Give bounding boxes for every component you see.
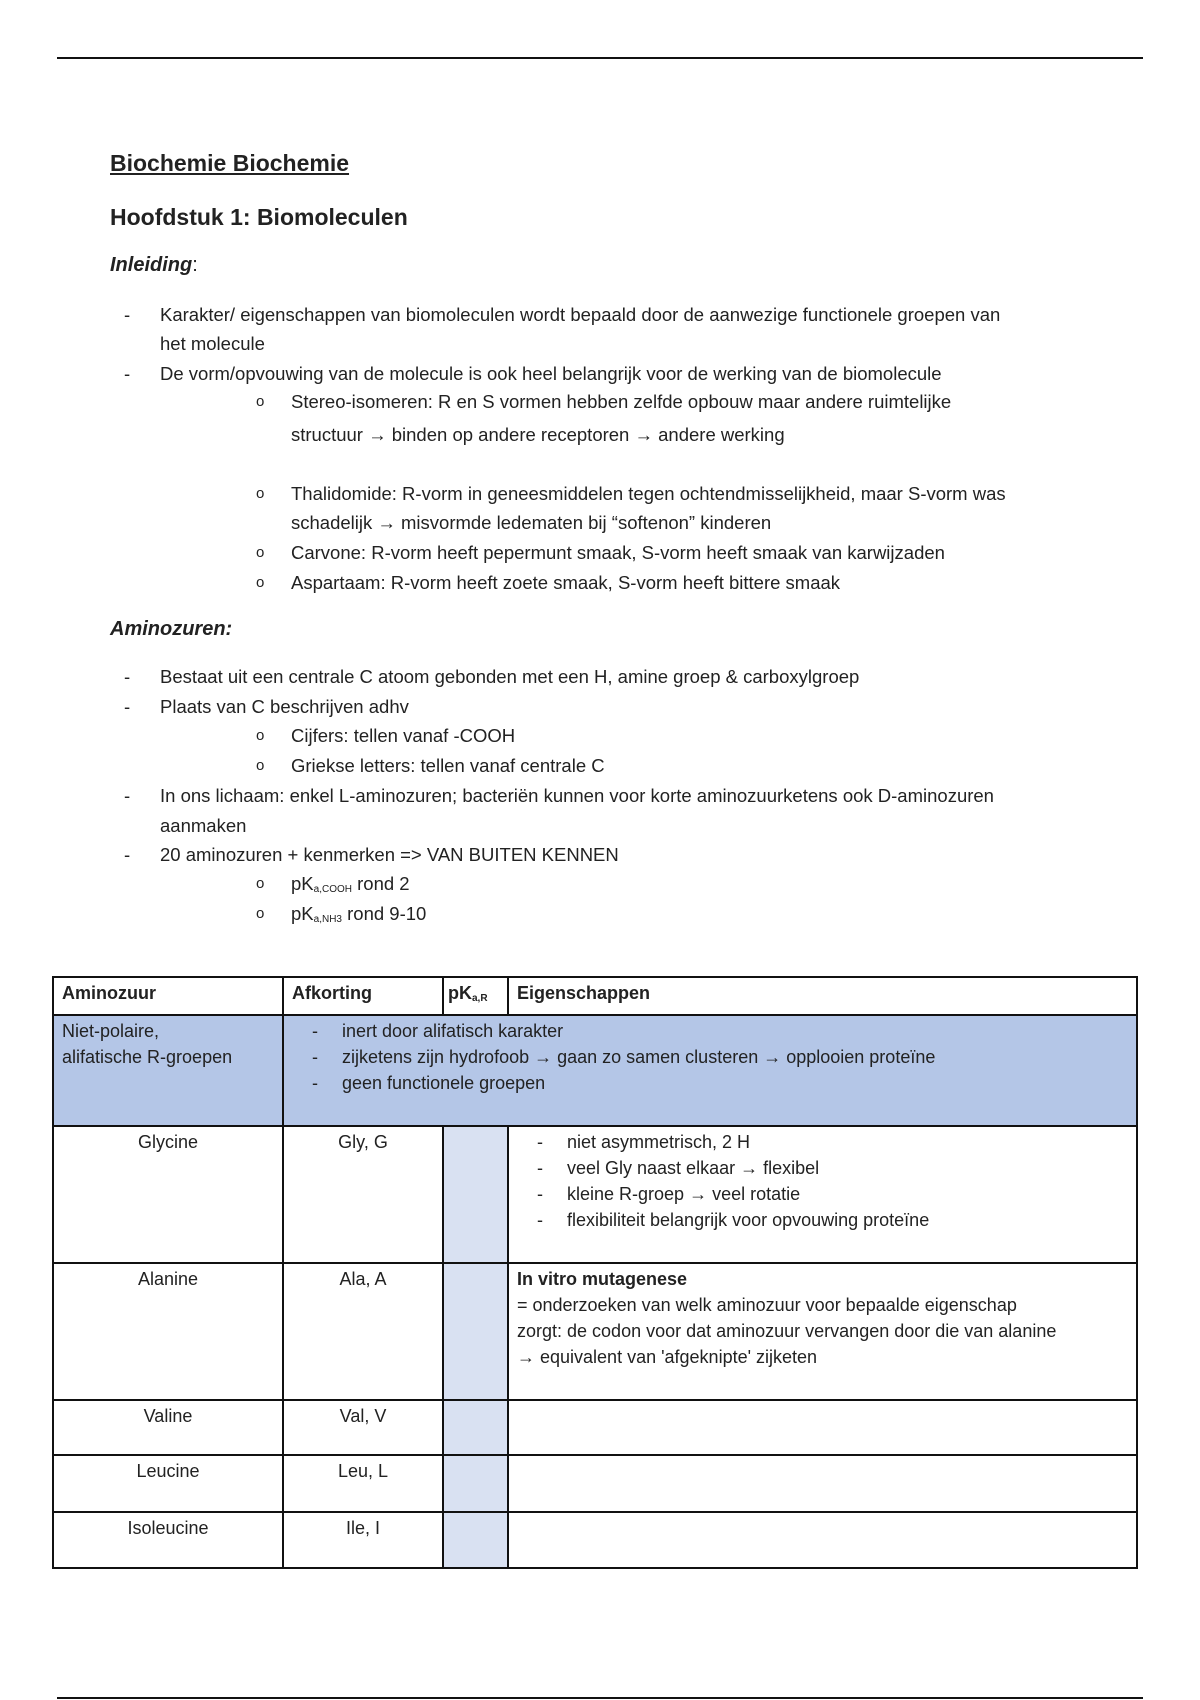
amino-abbr: Ile, I [283,1512,443,1568]
bullet-dash: - [124,363,131,384]
amino-bullet: 20 aminozuren + kenmerken => VAN BUITEN KENNEN [160,844,619,865]
amino-name: Glycine [53,1126,283,1263]
amino-bullet-cont: aanmaken [160,815,247,836]
bullet-dash: - [124,785,131,806]
col-eigenschappen: Eigenschappen [508,977,1137,1015]
amino-props: In vitro mutagenese = onderzoeken van welk aminozuur voor bepaalde eigenschap zorgt: de codon voor dat aminozuur vervangen door die van alanine → equivalent van 'afgeknipte' zijketen [508,1263,1137,1400]
pka-cell [443,1455,508,1512]
footer-rule [57,1697,1143,1699]
group-row [53,1015,1137,1126]
amino-props [508,1455,1137,1512]
amino-heading: Aminozuren: [110,618,233,640]
pka-cell [443,1512,508,1568]
amino-bullet: Plaats van C beschrijven adhv [160,696,409,717]
amino-abbr: Ala, A [283,1263,443,1400]
table-row [53,1126,1137,1263]
pka-cooh: $pK_{a,COOH}$ rond 2 [291,873,410,895]
pka-cell [443,1400,508,1455]
circle-bullet-icon: o [256,393,265,410]
intro-heading: Inleiding: [110,254,198,276]
bullet-dash: - [124,304,131,325]
amino-name: Leucine [53,1455,283,1512]
pka-cell [443,1263,508,1400]
table-row [53,1400,1137,1455]
circle-bullet-icon: o [256,905,265,922]
pka-cell [443,1126,508,1263]
amino-sub: Griekse letters: tellen vanaf centrale C [291,755,605,776]
amino-acid-table [52,976,1138,1569]
intro-sub: Carvone: R-vorm heeft pepermunt smaak, S-vorm heeft smaak van karwijzaden [291,542,945,563]
amino-abbr: Gly, G [283,1126,443,1263]
amino-sub: Cijfers: tellen vanaf -COOH [291,725,516,746]
intro-sub-cont: schadelijk → misvormde ledematen bij “softenon” kinderen [291,512,772,533]
amino-abbr: Leu, L [283,1455,443,1512]
amino-props: - niet asymmetrisch, 2 H - veel Gly naast elkaar → flexibel - kleine R-groep → veel rotatie - flexibiliteit belangrijk voor opvouwing proteïne [508,1126,1137,1263]
intro-sub: Stereo-isomeren: R en S vormen hebben zelfde opbouw maar andere ruimtelijke [291,391,952,412]
amino-props [508,1400,1137,1455]
circle-bullet-icon: o [256,875,265,892]
group-name: Niet-polaire, alifatische R-groepen [53,1015,283,1126]
document-title: Biochemie Biochemie [110,150,350,176]
col-pka: $pK_{a,R}$ [443,977,508,1015]
circle-bullet-icon: o [256,485,265,502]
table-row [53,1263,1137,1400]
intro-sub: Aspartaam: R-vorm heeft zoete smaak, S-vorm heeft bittere smaak [291,572,841,593]
table-header [53,977,1137,1015]
table-row [53,1512,1137,1568]
intro-bullet-cont: het molecule [160,333,265,354]
table-row [53,1455,1137,1512]
circle-bullet-icon: o [256,574,265,591]
circle-bullet-icon: o [256,757,265,774]
intro-sub: Thalidomide: R-vorm in geneesmiddelen tegen ochtendmisselijkheid, maar S-vorm was [291,483,1006,504]
amino-name: Isoleucine [53,1512,283,1568]
header-rule [57,57,1143,59]
intro-sub-cont: structuur → binden op andere receptoren → andere werking [291,424,785,445]
col-aminozuur: Aminozuur [53,977,283,1015]
amino-name: Valine [53,1400,283,1455]
circle-bullet-icon: o [256,544,265,561]
pka-nh3: $pK_{a,NH3}$ rond 9-10 [291,903,427,925]
col-afkorting: Afkorting [283,977,443,1015]
amino-bullet: Bestaat uit een centrale C atoom gebonden met een H, amine groep & carboxylgroep [160,666,860,687]
amino-abbr: Val, V [283,1400,443,1455]
bullet-dash: - [124,696,131,717]
intro-bullet: Karakter/ eigenschappen van biomoleculen wordt bepaald door de aanwezige functionele groepen van [160,304,1001,325]
amino-name: Alanine [53,1263,283,1400]
bullet-dash: - [124,666,131,687]
intro-bullet: De vorm/opvouwing van de molecule is ook heel belangrijk voor de werking van de biomolecule [160,363,942,384]
chapter-heading: Hoofdstuk 1: Biomoleculen [110,204,408,230]
group-props: - inert door alifatisch karakter - zijketens zijn hydrofoob → gaan zo samen clusteren → opplooien proteïne - geen functionele groepen [283,1015,1137,1126]
amino-props [508,1512,1137,1568]
circle-bullet-icon: o [256,727,265,744]
amino-bullet: In ons lichaam: enkel L-aminozuren; bacteriën kunnen voor korte aminozuurketens ook D-aminozuren [160,785,994,806]
bullet-dash: - [124,844,131,865]
